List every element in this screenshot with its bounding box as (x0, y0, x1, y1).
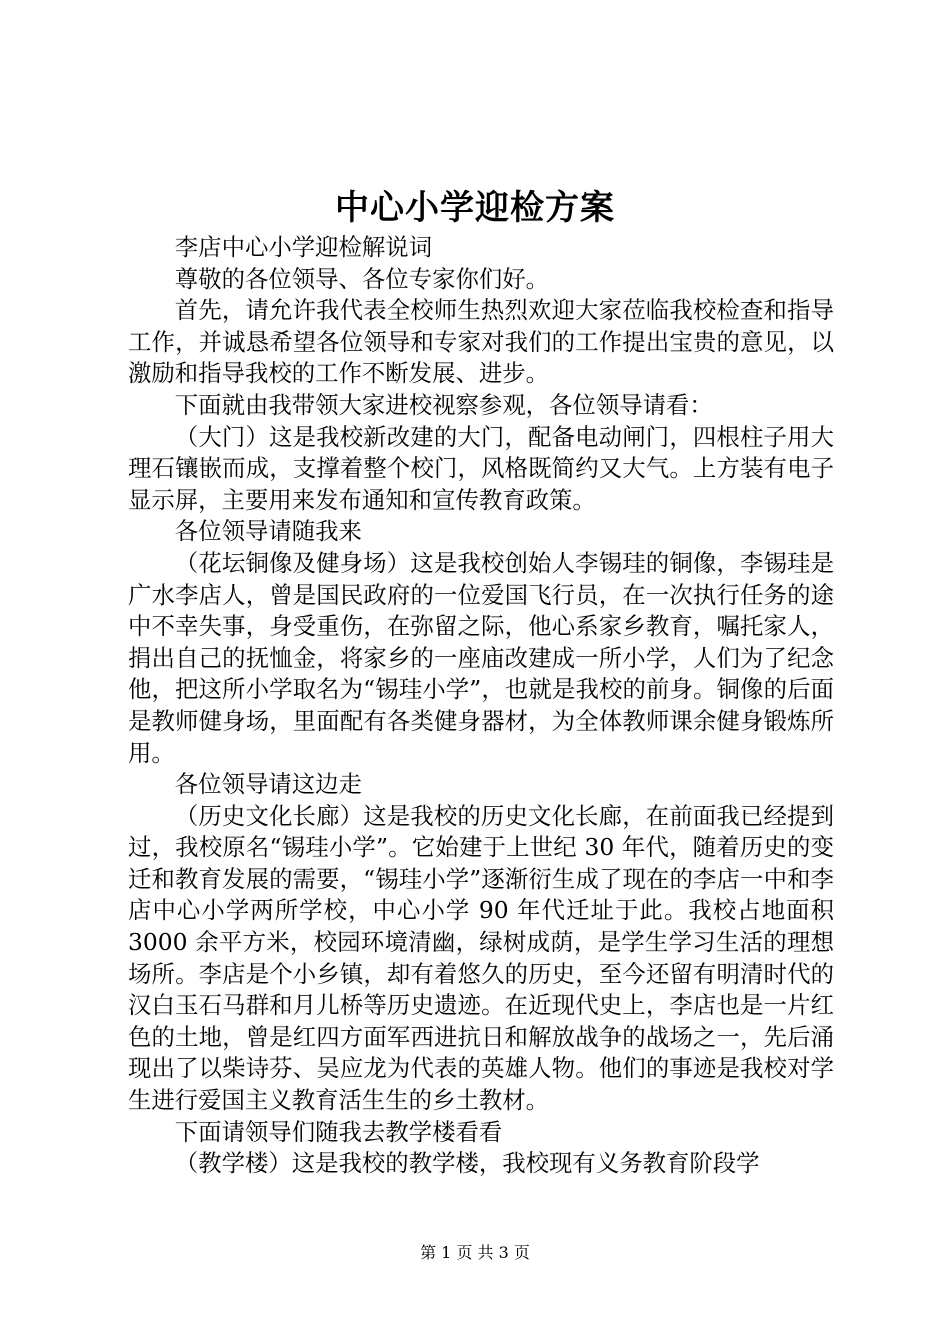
paragraph: 尊敬的各位领导、各位专家你们好。 (174, 264, 550, 293)
paragraph: 各位领导请这边走 (174, 770, 362, 799)
paragraph: 下面请领导们随我去教学楼看看 (174, 1117, 503, 1146)
paragraph: （大门）这是我校新改建的大门，配备电动闸门，四根柱子用大理石镶嵌而成，支撑着整个校门，风格既简约又大气。上方装有电子显示屏，主要用来发布通知和宣传教育政策。 (128, 422, 834, 514)
paragraph: （历史文化长廊）这是我校的历史文化长廊，在前面我已经提到过，我校原名“锡珪小学”。它始建于上世纪 30 年代，随着历史的变迁和教育发展的需要，“锡珪小学”逐渐衍生成了现在的李店一中和李店中心小学两所学校，中心小学 90 年代迁址于此。我校占地面积 3000 余平方米，校园环境清幽，绿树成荫，是学生学习生活的理想场所。李店是个小乡镇，却有着悠久的历史，至今还留有明清时代的汉白玉石马群和月儿桥等历史遗迹。在近现代史上，李店也是一片红色的土地，曾是红四方面军西进抗日和解放战争的战场之一，先后涌现出了以柴诗芬、吴应龙为代表的英雄人物。他们的事迹是我校对学生进行爱国主义教育活生生的乡土教材。 (128, 801, 834, 1115)
paragraph: （教学楼）这是我校的教学楼，我校现有义务教育阶段学 (174, 1149, 760, 1178)
paragraph: 李店中心小学迎检解说词 (174, 233, 433, 261)
paragraph: 下面就由我带领大家进校视察参观，各位领导请看： (174, 390, 713, 419)
document-title: 中心小学迎检方案 (335, 188, 615, 228)
paragraph: 各位领导请随我来 (174, 517, 362, 546)
page-footer: 第 1 页 共 3 页 (420, 1243, 530, 1262)
paragraph: （花坛铜像及健身场）这是我校创始人李锡珪的铜像，李锡珪是广水李店人，曾是国民政府的一位爱国飞行员，在一次执行任务的途中不幸失事，身受重伤，在弥留之际，他心系家乡教育，嘱托家人，捐出自己的抚恤金，将家乡的一座庙改建成一所小学，人们为了纪念他，把这所小学取名为“锡珪小学”，也就是我校的前身。铜像的后面是教师健身场，里面配有各类健身器材，为全体教师课余健身锻炼所用。 (128, 548, 834, 767)
paragraph: 首先，请允许我代表全校师生热烈欢迎大家莅临我校检查和指导工作，并诚恳希望各位领导和专家对我们的工作提出宝贵的意见，以激励和指导我校的工作不断发展、进步。 (128, 296, 834, 388)
document-body (128, 232, 834, 1180)
